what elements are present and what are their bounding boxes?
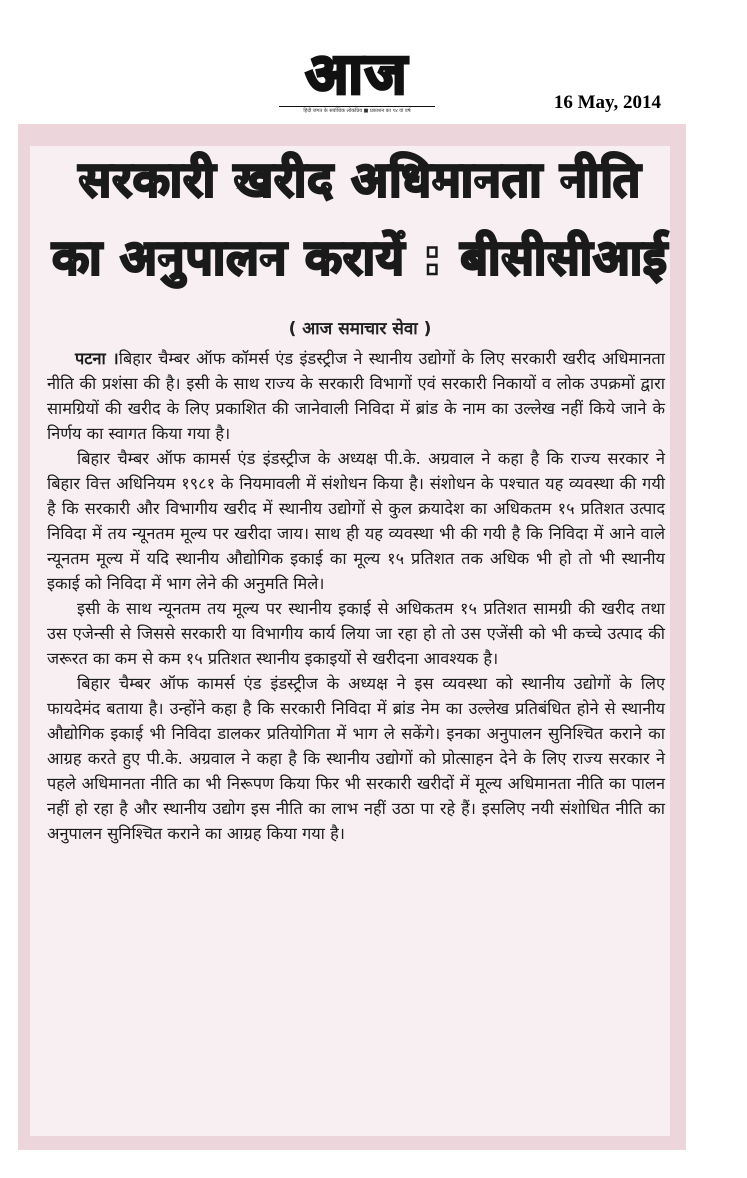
paragraph-2: बिहार चैम्बर ऑफ कामर्स एंड इंडस्ट्रीज के अध्यक्ष पी.के. अग्रवाल ने कहा है कि राज्य सरकार ने बिहार वित्त अधिनियम १९८१ के नियमावली में संशोधन किया है। संशोधन के पश्चात यह व्यवस्था की गयी है कि सरकारी और विभागीय खरीद में स्थानीय उद्योगों से कुल क्रयादेश का अधिकतम १५ प्रतिशत उत्पाद निविदा में तय न्यूनतम मूल्य पर खरीदा जाय। साथ ही यह व्यवस्था भी की गयी है कि निविदा में आने वाले न्यूनतम मूल्य में यदि स्थानीय औद्योगिक इकाई का मूल्य १५ प्रतिशत तक अधिक भी हो तो भी स्थानीय इकाई को निविदा में भाग लेने की अनुमति मिले। (47, 449, 665, 593)
headline-line-1: सरकारी खरीद अधिमानता नीति (78, 152, 642, 208)
newspaper-logo: आज (305, 41, 409, 107)
publication-date: 16 May, 2014 (553, 92, 661, 113)
article-body (47, 346, 665, 846)
paragraph-1 (47, 346, 665, 446)
paragraph-3: इसी के साथ न्यूनतम तय मूल्य पर स्थानीय इकाई से अधिकतम १५ प्रतिशत सामग्री की खरीद तथा उस एजेन्सी से जिससे सरकारी या विभागीय कार्य लिया जा रहा हो तो उस एजेंसी को भी कच्चे उत्पाद की जरूरत का कम से कम १५ प्रतिशत स्थानीय इकाइयों से खरीदना आवश्यक है। (47, 599, 665, 668)
byline: ( आज समाचार सेवा ) (288, 319, 432, 339)
paragraph-4: बिहार चैम्बर ऑफ कामर्स एंड इंडस्ट्रीज के अध्यक्ष ने इस व्यवस्था को स्थानीय उद्योगों के लिए फायदेमंद बताया है। उन्होंने कहा है कि सरकारी निविदा में ब्रांड नेम का उल्लेख प्रतिबंधित होने से स्थानीय औद्योगिक इकाई भी निविदा डालकर प्रतियोगिता में भाग ले सकेंगे। इनका अनुपालन सुनिश्चित कराने का आग्रह करते हुए पी.के. अग्रवाल ने कहा है कि स्थानीय उद्योगों को प्रोत्साहन देने के लिए राज्य सरकार ने पहले अधिमानता नीति का भी निरूपण किया फिर भी सरकारी खरीदों में मूल्य अधिमानता नीति का पालन नहीं हो रहा है और स्थानीय उद्योग इस नीति का लाभ नहीं उठा पा रहे हैं। इसलिए नयी संशोधित नीति का अनुपालन सुनिश्चित कराने का आग्रह किया गया है। (47, 674, 665, 843)
newspaper-masthead (279, 41, 435, 114)
newspaper-tagline: हिंदी जगत के सर्वाधिक लोकप्रिय ■ प्रकाशन का ९४ वां वर्ष (279, 106, 435, 114)
paragraph-text: बिहार चैम्बर ऑफ कॉमर्स एंड इंडस्ट्रीज ने स्थानीय उद्योगों के लिए सरकारी खरीद अधिमानता नीति की प्रशंसा की है। इसी के साथ राज्य के सरकारी विभागों एवं सरकारी निकायों व लोक उपक्रमों द्वारा सामग्रियों की खरीद के लिए प्रकाशित की जानेवाली निविदा में ब्रांड के नाम का उल्लेख नहीं किये जाने के निर्णय का स्वागत किया गया है। (47, 349, 666, 443)
dateline: पटना । (75, 349, 119, 368)
headline-line-2: का अनुपालन करायें : बीसीसीआई (52, 230, 668, 286)
